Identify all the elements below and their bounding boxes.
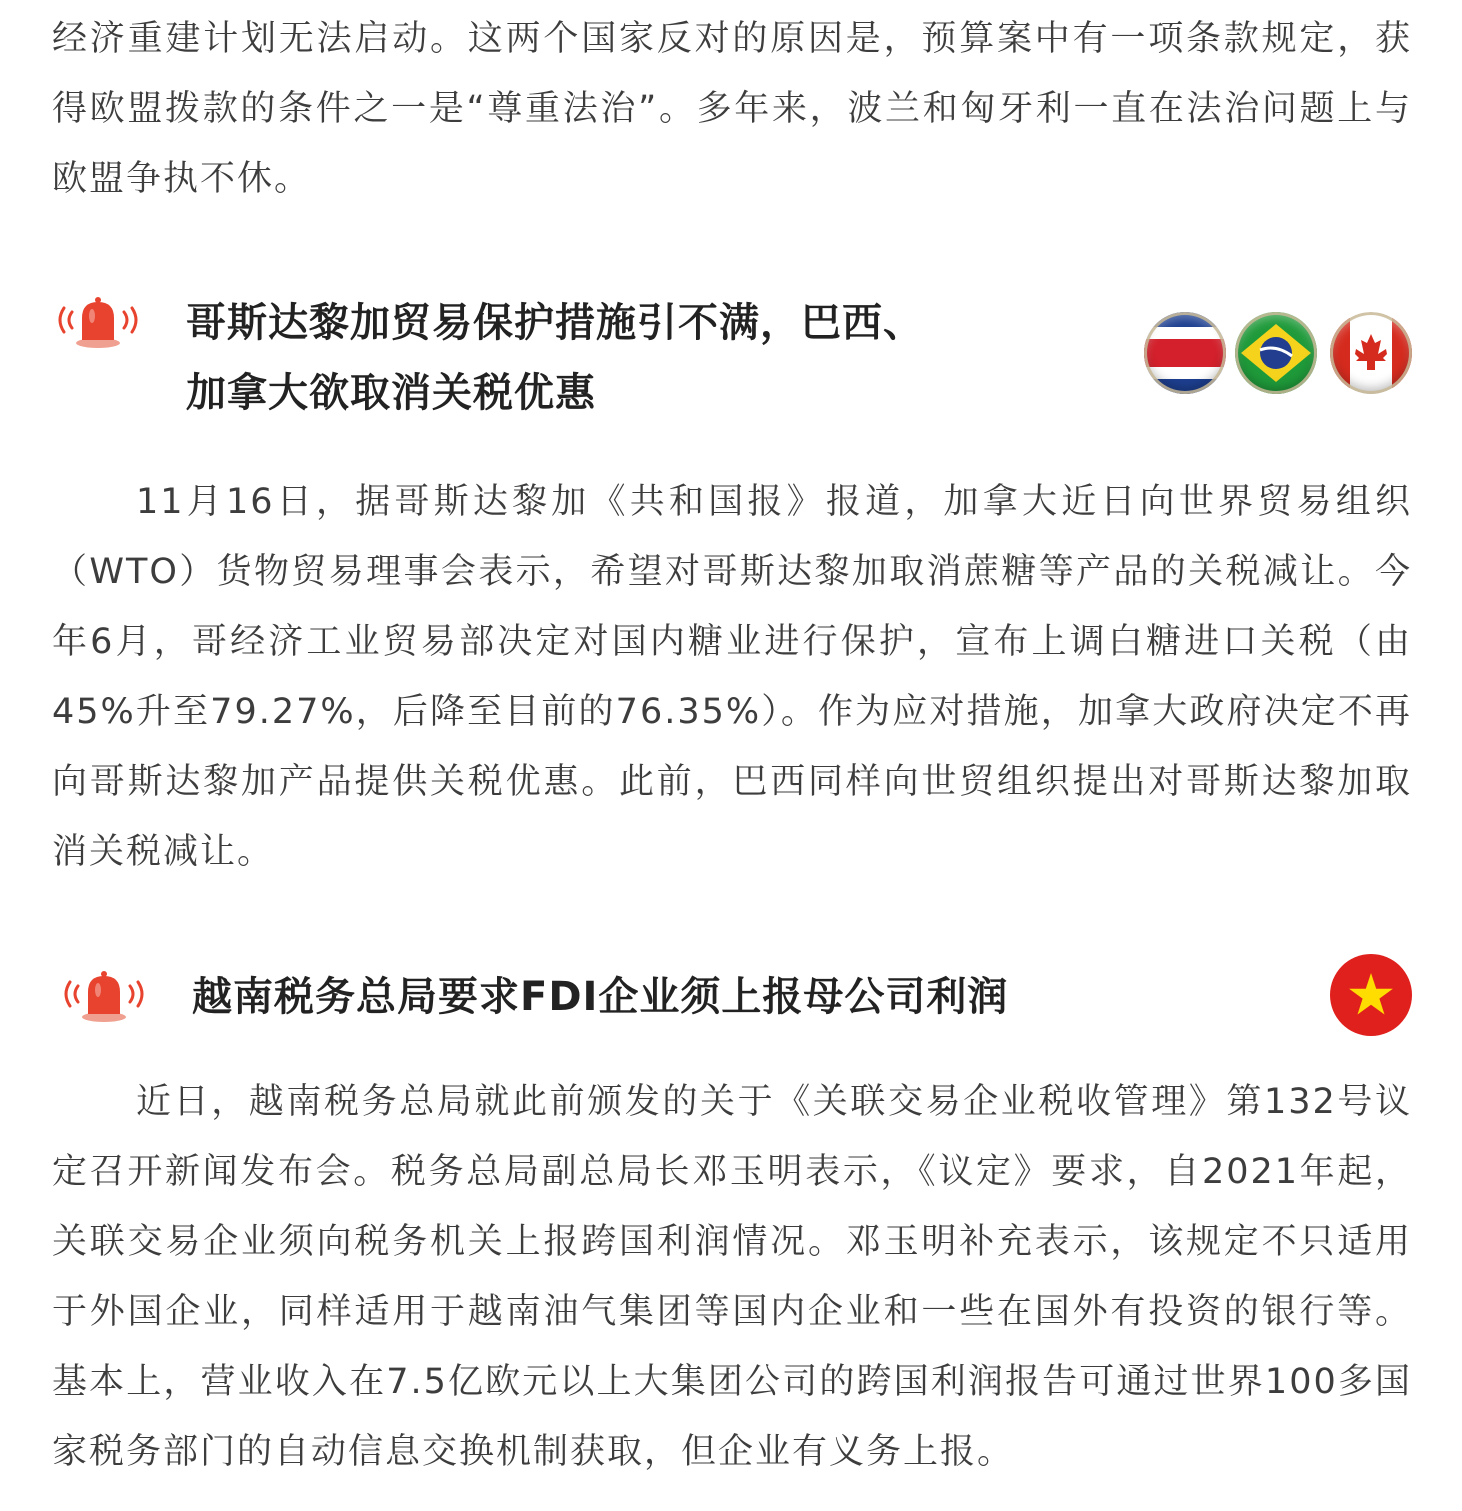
headline-line-2: 加拿大欲取消关税优惠: [186, 370, 596, 416]
intro-paragraph: 经济重建计划无法启动。这两个国家反对的原因是，预算案中有一项条款规定，获得欧盟拨款的条件之一是“尊重法治”。多年来，波兰和匈牙利一直在法治问题上与欧盟争执不休。: [52, 19, 1412, 199]
section-body-costa-rica: 11月16日，据哥斯达黎加《共和国报》报道，加拿大近日向世界贸易组织（WTO）货物贸易理事会表示，希望对哥斯达黎加取消蔗糖等产品的关税减让。今年6月，哥经济工业贸易部决定对国内糖业进行保护，宣布上调白糖进口关税（由45%升至79.27%，后降至目前的76.35%）。作为应对措施，加拿大政府决定不再向哥斯达黎加产品提供关税优惠。此前，巴西同样向世贸组织提出对哥斯达黎加取消关税减让。: [52, 482, 1412, 872]
headline-line-1: 哥斯达黎加贸易保护措施引不满，巴西、: [186, 300, 924, 346]
vietnam-flag-icon: [1330, 954, 1412, 1036]
section-headline-costa-rica: [186, 288, 1006, 428]
section-body-vietnam: 近日，越南税务总局就此前颁发的关于《关联交易企业税收管理》第132号议定召开新闻发布会。税务总局副总局长邓玉明表示，《议定》要求，自2021年起，关联交易企业须向税务机关上报跨国利润情况。邓玉明补充表示，该规定不只适用于外国企业，同样适用于越南油气集团等国内企业和一些在国外有投资的银行等。基本上，营业收入在7.5亿欧元以上大集团公司的跨国利润报告可通过世界100多国家税务部门的自动信息交换机制获取，但企业有义务上报。: [52, 1082, 1413, 1472]
alarm-bell-icon: [50, 292, 146, 352]
brazil-flag-icon: [1235, 312, 1317, 394]
alarm-bell-icon: [56, 966, 152, 1026]
costa-rica-flag-icon: [1144, 312, 1226, 394]
section-headline-vietnam: 越南税务总局要求FDI企业须上报母公司利润: [192, 974, 1009, 1020]
canada-flag-icon: [1330, 312, 1412, 394]
